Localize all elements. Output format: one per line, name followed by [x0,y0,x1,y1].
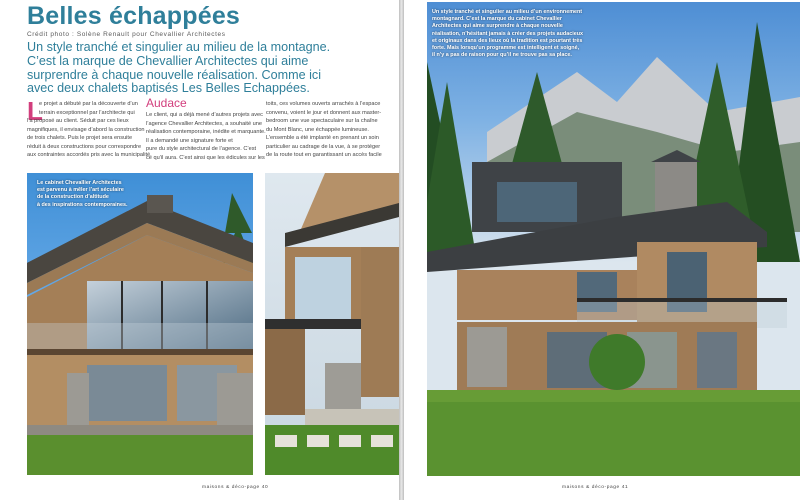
body-line: de la route tout en garantissant un accès facile [266,152,382,158]
page-folio-left: maisons & déco-page 40 [202,485,269,490]
chalet-detail-illustration [265,173,399,475]
photo-caption-left [37,180,127,209]
body-column-1 [27,96,152,160]
caption-line: Le cabinet Chevallier Architectes [37,180,122,186]
body-line: pure du style architectural de l’agence. C’est [146,146,257,152]
intro-line: avec deux chalets baptisés Les Belles Echappées. [27,81,310,96]
body-line: ce qu’il aura. C’est ainsi que les édicules sur les [146,154,265,161]
body-line: l’a proposé au client. Séduit par ces lieux [27,118,129,124]
intro-paragraph [27,41,392,96]
photo-credit: Crédit photo : Solène Renault pour Chevallier Architectes [27,31,226,38]
chalet-photo-left [27,173,253,475]
caption-line: de la construction d’altitude [37,194,109,201]
body-line: bedroom une vue spectaculaire sur la chaîne [266,118,378,124]
body-line: de trois chalets. Puis le projet sera ensuite [27,135,133,141]
article-title: Belles échappées [27,2,241,30]
caption-line: Architectes qui aime surprendre à chaque nouvelle [432,23,563,30]
body-line: Il a demandé une signature forte et [146,137,233,144]
caption-line: et originaux dans des lieux où la tradition est pourtant très [432,37,583,44]
body-line: réalisation contemporaine, inédite et marquante. [146,129,266,135]
body-line: convenu, voient le jour et donnent aux master- [266,109,382,116]
chalet-photo-right [427,2,800,476]
chalet-photo-detail [265,173,399,475]
body-line: e projet a débuté par la découverte d’un [39,101,138,107]
intro-line: Un style tranché et singulier au milieu de la montagne. [27,40,331,54]
caption-line: réalisation, n’hésitant jamais à créer des projets audacieux [432,30,584,37]
caption-line: est parvenu à mêler l’art séculaire [37,187,124,194]
body-line: terrain exceptionnel par l’architecte qui [39,109,135,116]
chalet-illustration-right [427,2,800,476]
body-line: particulier au cadrage de la vue, à se protéger [266,143,381,150]
intro-line: C’est la marque de Chevallier Architectes qui aime [27,53,309,68]
drop-cap: L [27,96,43,126]
body-line: toits, ces volumes ouverts arrachés à l’espace [266,101,381,107]
body-line: L’ensemble a été implanté en prenant un soin [266,135,379,141]
body-line: aux contraintes accordés pris avec la municipalité. [27,152,152,158]
body-line: réduit à deux constructions pour correspondre [27,143,142,150]
caption-line: Un style tranché et singulier au milieu d’un environnement [432,9,583,15]
caption-line: il n’y a pas de raison pour qu’il ne trouve pas sa place. [432,52,572,59]
body-column-2 [146,111,266,162]
caption-line: forte. Mais lorsqu’un programme est intelligent et soigné, [432,45,580,52]
chalet-illustration-left [27,173,253,475]
page-folio-right: maisons & déco-page 41 [562,485,629,490]
body-column-3 [266,100,382,160]
left-page [0,0,399,500]
body-line: magnifiques, il envisage d’abord la construction [27,126,145,133]
photo-caption-right [432,9,583,59]
intro-line: surprendre à chaque nouvelle réalisation. Comme ici [27,67,322,82]
body-line: du Mont Blanc, une échappée lumineuse. [266,126,369,133]
subheading-audace: Audace [146,96,187,110]
caption-line: montagnard. C’est la marque du cabinet Chevallier [432,16,563,23]
body-line: Le client, qui a déjà mené d’autres projets avec [146,112,263,118]
caption-line: à des inspirations contemporaines. [37,201,128,208]
body-line: l’agence Chevallier Architectes, a souhaité une [146,120,262,127]
